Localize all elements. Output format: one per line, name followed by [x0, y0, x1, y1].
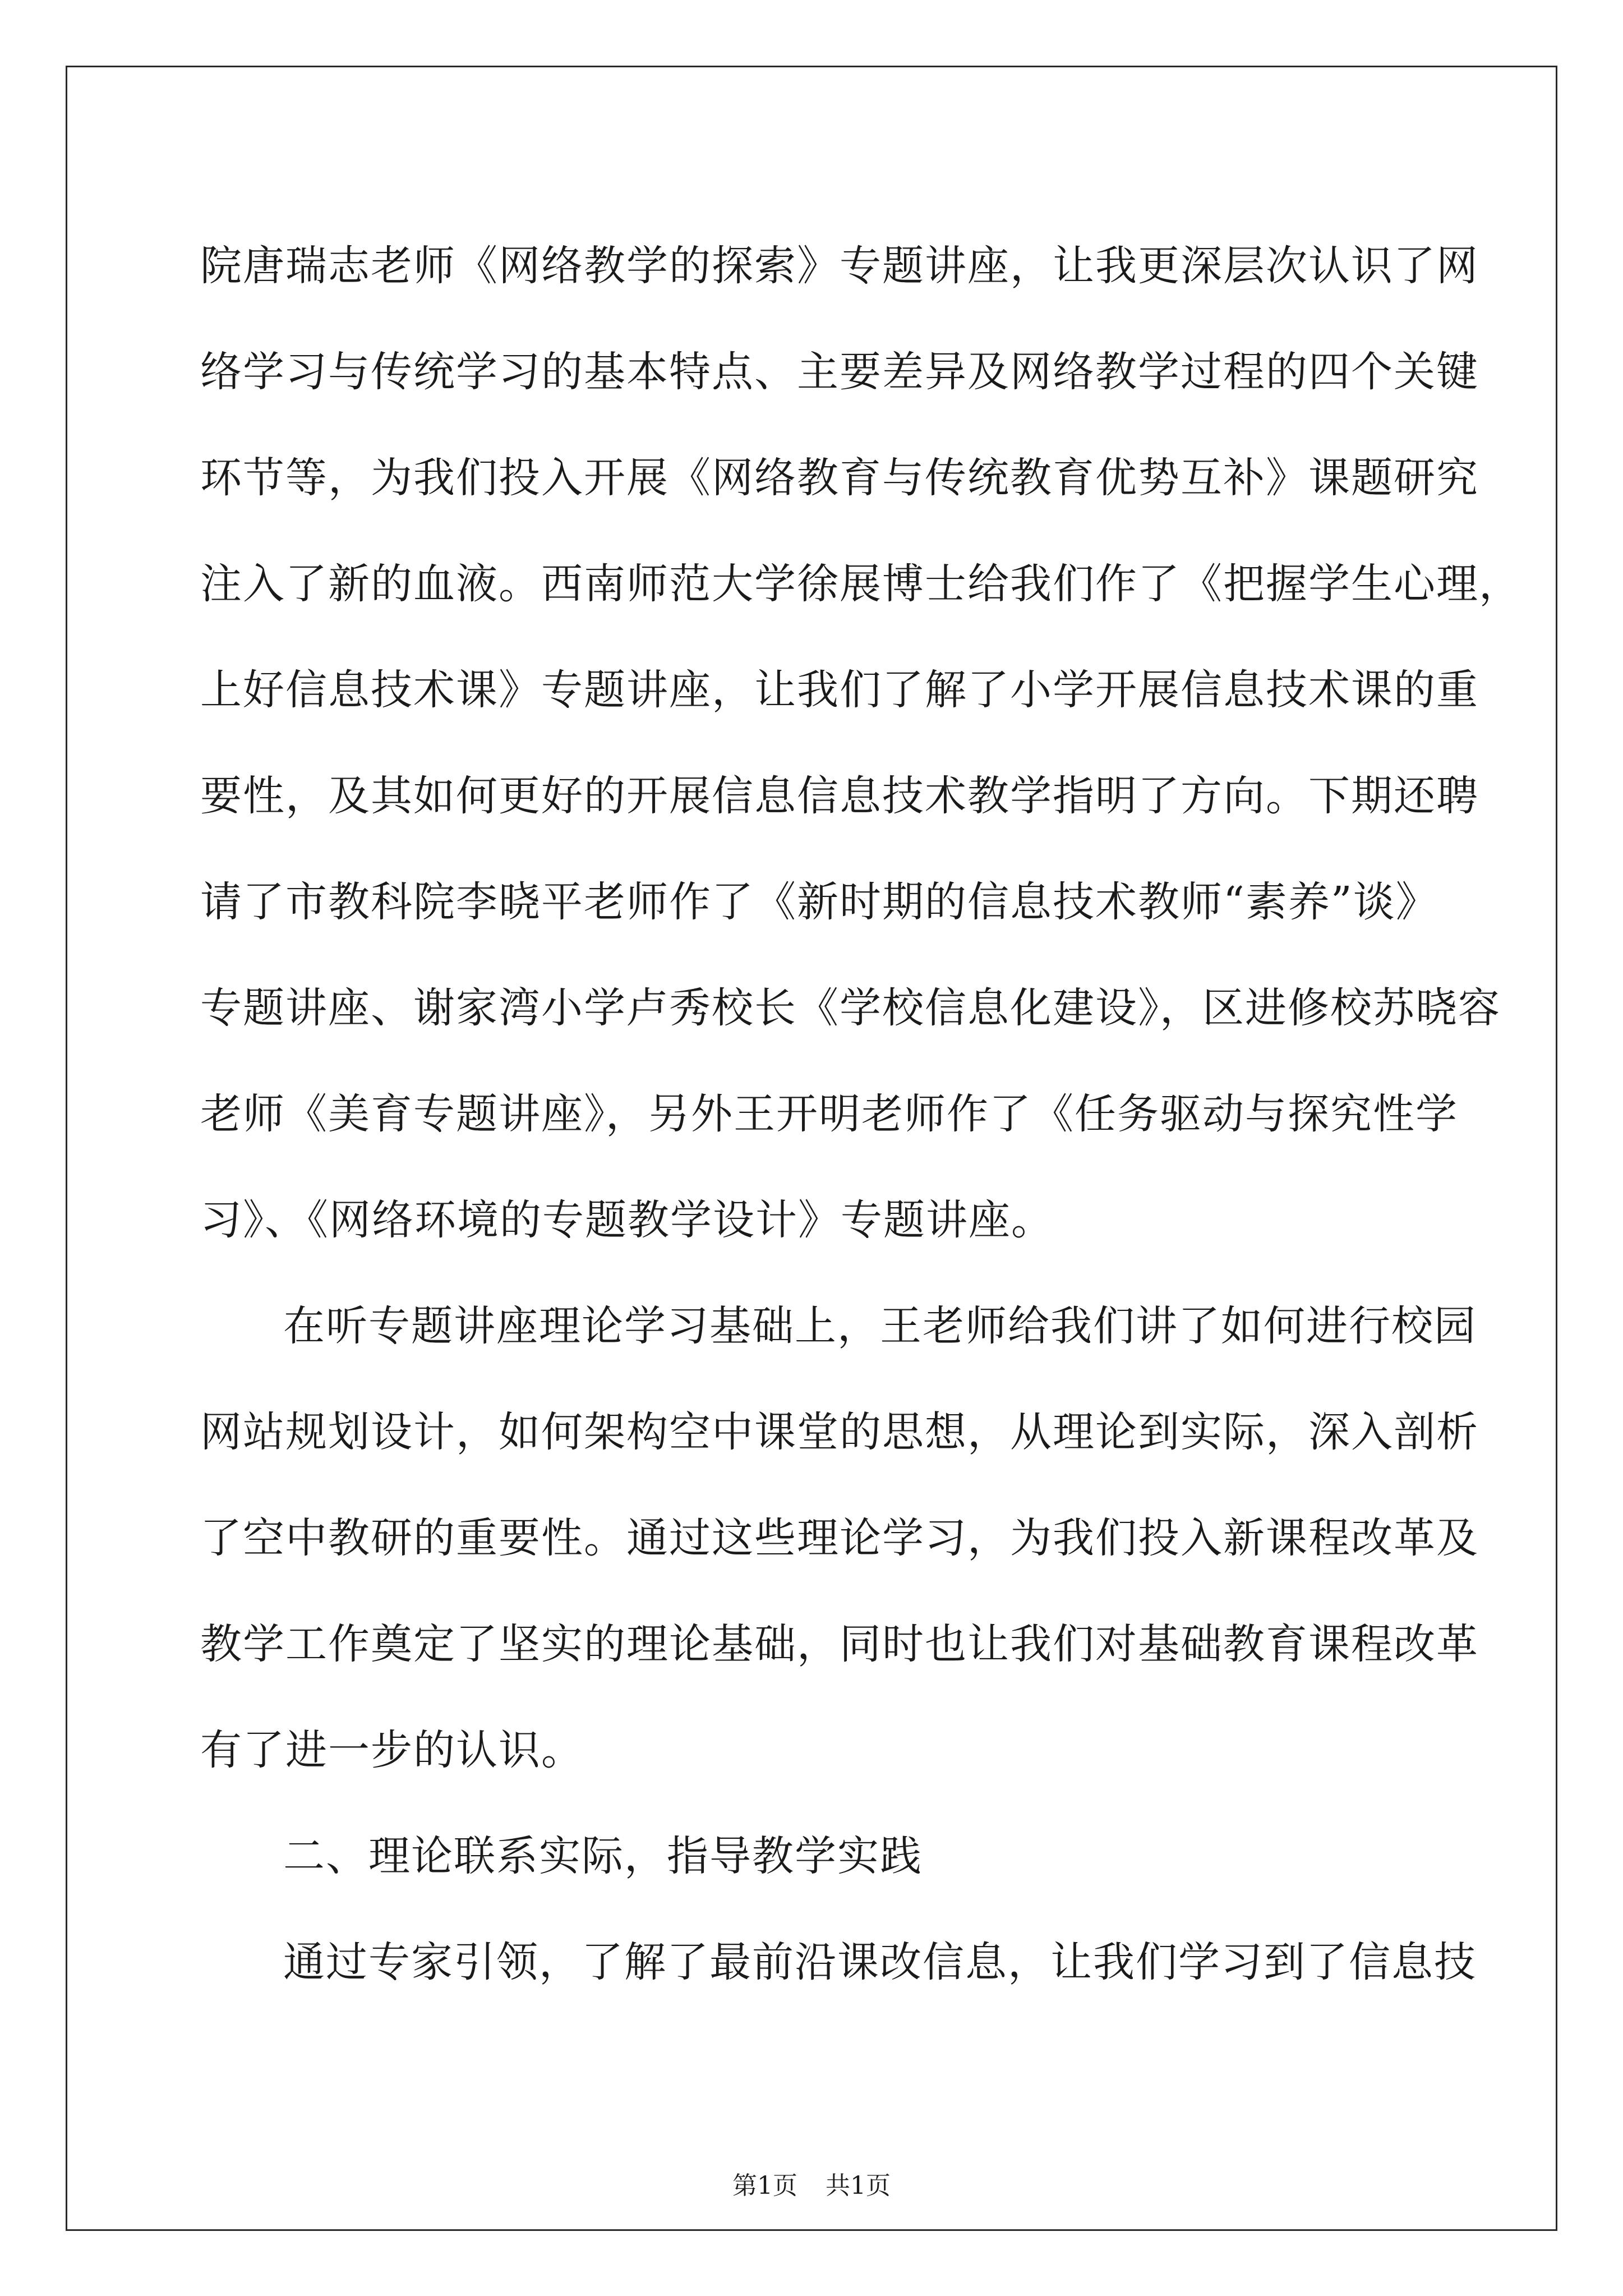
text-line: 专题讲座、谢家湾小学卢秀校长《学校信息化建设》，区进修校苏晓容 — [200, 984, 1501, 1032]
text-line: 环节等，为我们投入开展《网络教育与传统教育优势互补》课题研究 — [200, 454, 1479, 502]
text-line: 上好信息技术课》专题讲座，让我们了解了小学开展信息技术课的重 — [200, 666, 1479, 714]
page-footer — [0, 2165, 1623, 2201]
text-line: 院唐瑞志老师《网络教学的探索》专题讲座，让我更深层次认识了网 — [200, 242, 1479, 290]
document-body — [200, 213, 1521, 2016]
text-line: 注入了新的血液。西南师范大学徐展博士给我们作了《把握学生心理， — [200, 560, 1521, 608]
paragraph-start-line: 通过专家引领，了解了最前沿课改信息，让我们学习到了信息技 — [283, 1938, 1477, 1986]
text-line: 要性，及其如何更好的开展信息信息技术教学指明了方向。下期还聘 — [200, 772, 1479, 820]
section-heading: 二、理论联系实际，指导教学实践 — [283, 1832, 923, 1880]
text-line: 请了市教科院李晓平老师作了《新时期的信息技术教师“素养”谈》 — [200, 878, 1438, 926]
text-line: 老师《美育专题讲座》，另外王开明老师作了《任务驱动与探究性学 — [200, 1090, 1458, 1138]
text-line: 习》、《网络环境的专题教学设计》专题讲座。 — [200, 1196, 1054, 1244]
text-line: 络学习与传统学习的基本特点、主要差异及网络教学过程的四个关键 — [200, 348, 1479, 396]
page-number-total: 共1页 — [826, 2171, 891, 2200]
text-line: 有了进一步的认识。 — [200, 1726, 584, 1774]
paragraph-start-line: 在听专题讲座理论学习基础上，王老师给我们讲了如何进行校园 — [283, 1302, 1477, 1350]
text-line: 网站规划设计，如何架构空中课堂的思想，从理论到实际，深入剖析 — [200, 1408, 1479, 1456]
page-number-current: 第1页 — [732, 2171, 797, 2200]
text-line: 了空中教研的重要性。通过这些理论学习，为我们投入新课程改革及 — [200, 1514, 1479, 1562]
text-line: 教学工作奠定了坚实的理论基础，同时也让我们对基础教育课程改革 — [200, 1620, 1479, 1668]
